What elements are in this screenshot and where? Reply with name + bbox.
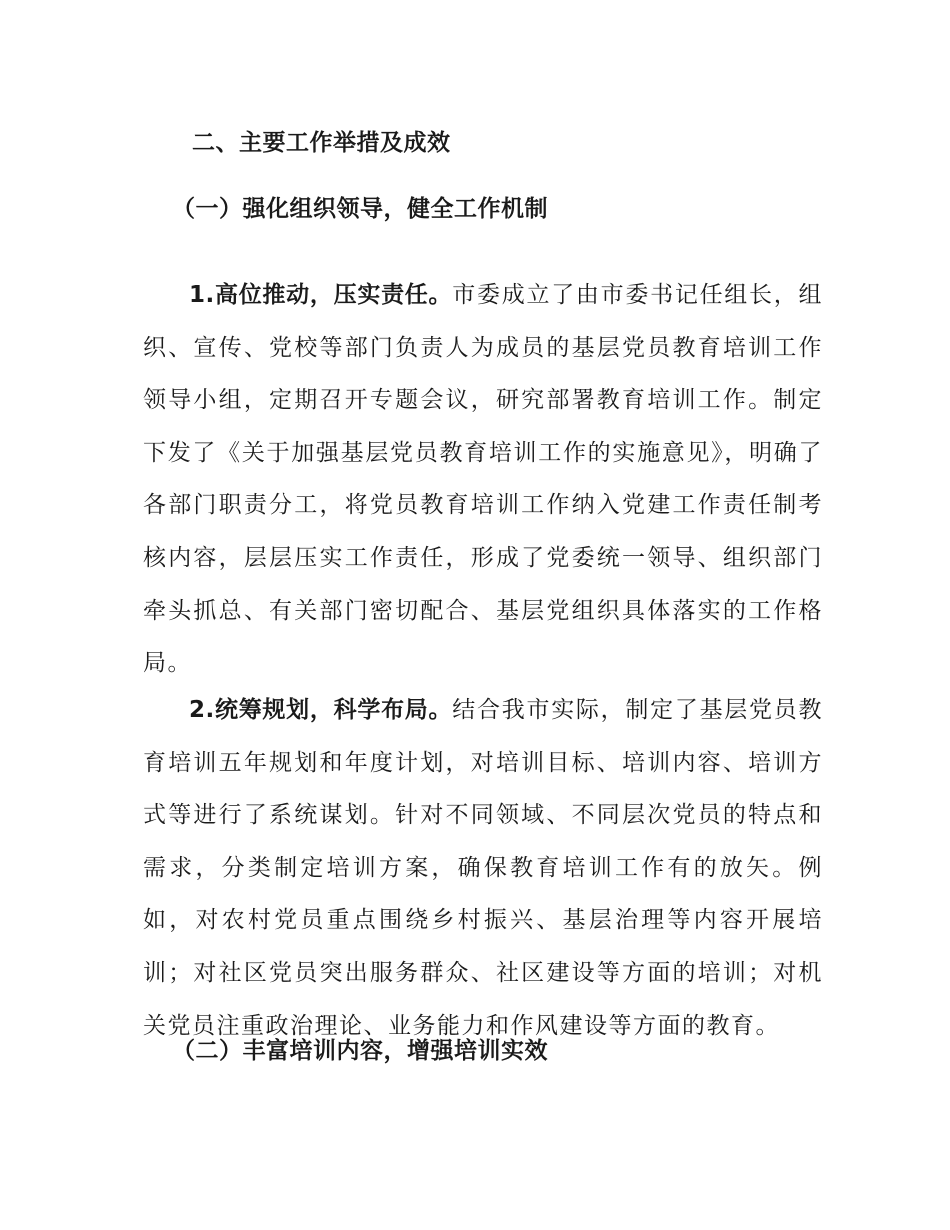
subheading-organization-leadership: （一）强化组织领导，健全工作机制 bbox=[172, 196, 548, 222]
paragraph-item-2 bbox=[143, 684, 823, 1052]
paragraph-item-1-text: 市委成立了由市委书记任组长，组织、宣传、党校等部门负责人为成员的基层党员教育培训工作领导小组，定期召开专题会议，研究部署教育培训工作。制定下发了《关于加强基层党员教育培训工作的实施意见》，明确了各部门职责分工，将党员教育培训工作纳入党建工作责任制考核内容，层层压实工作责任，形成了党委统一领导、组织部门牵头抓总、有关部门密切配合、基层党组织具体落实的工作格局。 bbox=[143, 282, 824, 677]
paragraph-item-1-lead: 1.高位推动，压实责任。 bbox=[189, 282, 453, 308]
paragraph-item-1 bbox=[143, 269, 823, 690]
paragraph-item-2-lead: 2.统筹规划，科学布局。 bbox=[189, 697, 453, 723]
subheading-training-content: （二）丰富培训内容，增强培训实效 bbox=[172, 1038, 548, 1064]
section-heading: 二、主要工作举措及成效 bbox=[192, 130, 451, 156]
paragraph-item-2-text: 结合我市实际，制定了基层党员教育培训五年规划和年度计划，对培训目标、培训内容、培训方式等进行了系统谋划。针对不同领域、不同层次党员的特点和需求，分类制定培训方案，确保教育培训工作有的放矢。例如，对农村党员重点围绕乡村振兴、基层治理等内容开展培训；对社区党员突出服务群众、社区建设等方面的培训；对机关党员注重政治理论、业务能力和作风建设等方面的教育。 bbox=[143, 697, 824, 1039]
